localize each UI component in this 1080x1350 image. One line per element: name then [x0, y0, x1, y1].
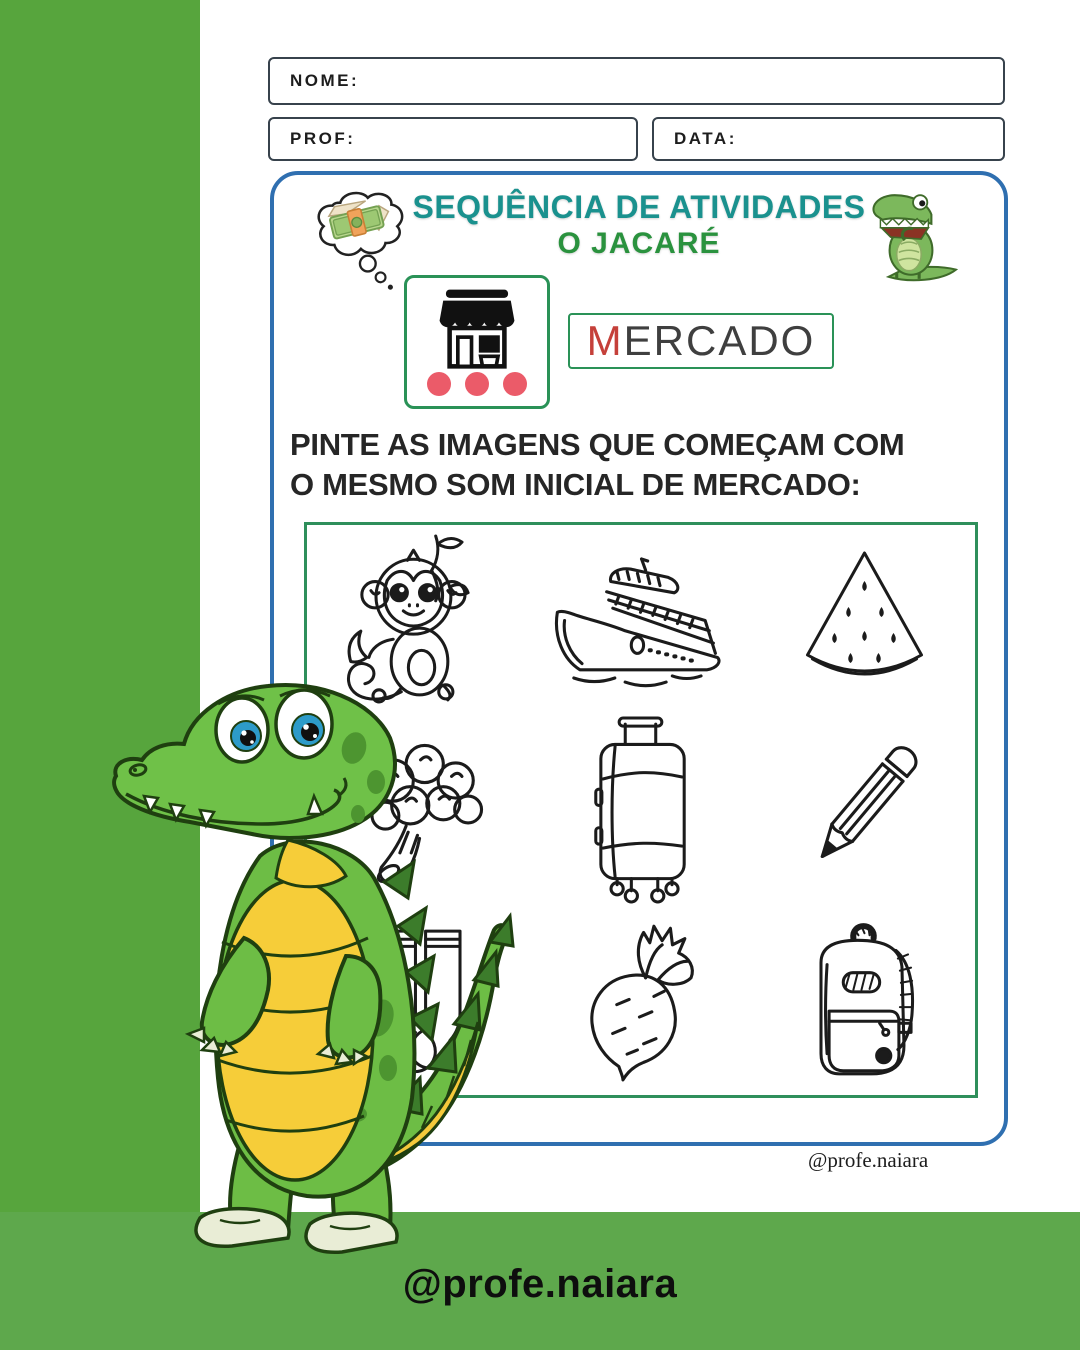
worksheet-subtitle: O JACARÉ — [557, 227, 721, 260]
pencil-line-art — [799, 733, 929, 888]
date-field[interactable] — [652, 117, 1005, 161]
grid-cell-beet[interactable] — [530, 905, 753, 1095]
watermelon-line-art — [786, 545, 941, 695]
grid-cell-suitcase[interactable] — [530, 715, 753, 905]
beet-line-art — [563, 918, 718, 1083]
worksheet-credit: @profe.naiara — [808, 1148, 929, 1172]
market-icon-box — [404, 275, 550, 409]
small-crocodile-icon — [856, 185, 966, 287]
teacher-label: PROF: — [290, 129, 356, 148]
teacher-field[interactable] — [268, 117, 638, 161]
cruise-ship-line-art — [543, 550, 738, 690]
instruction-text: PINTE AS IMAGENS QUE COMEÇAM COM O MESMO SOM INICIAL DE MERCADO: — [290, 427, 905, 502]
red-dot — [503, 372, 527, 396]
suitcase-line-art — [571, 716, 711, 904]
grid-cell-backpack[interactable] — [752, 905, 975, 1095]
name-field[interactable] — [268, 57, 1005, 105]
red-dot — [427, 372, 451, 396]
grid-cell-ship[interactable] — [530, 525, 753, 715]
keyword-box — [568, 313, 834, 369]
name-label: NOME: — [290, 71, 360, 90]
alligator-mascot — [92, 676, 528, 1256]
grid-cell-watermelon[interactable] — [752, 525, 975, 715]
backpack-line-art — [789, 914, 939, 1086]
keyword-first-letter: M — [586, 317, 624, 364]
worksheet-title: SEQUÊNCIA DE ATIVIDADES — [412, 189, 866, 225]
footer-handle: @profe.naiara — [402, 1262, 678, 1306]
market-storefront-icon — [431, 286, 523, 370]
keyword-rest: ERCADO — [623, 317, 816, 364]
market-dots — [427, 372, 527, 396]
grid-cell-pencil[interactable] — [752, 715, 975, 905]
date-label: DATA: — [674, 129, 737, 148]
red-dot — [465, 372, 489, 396]
